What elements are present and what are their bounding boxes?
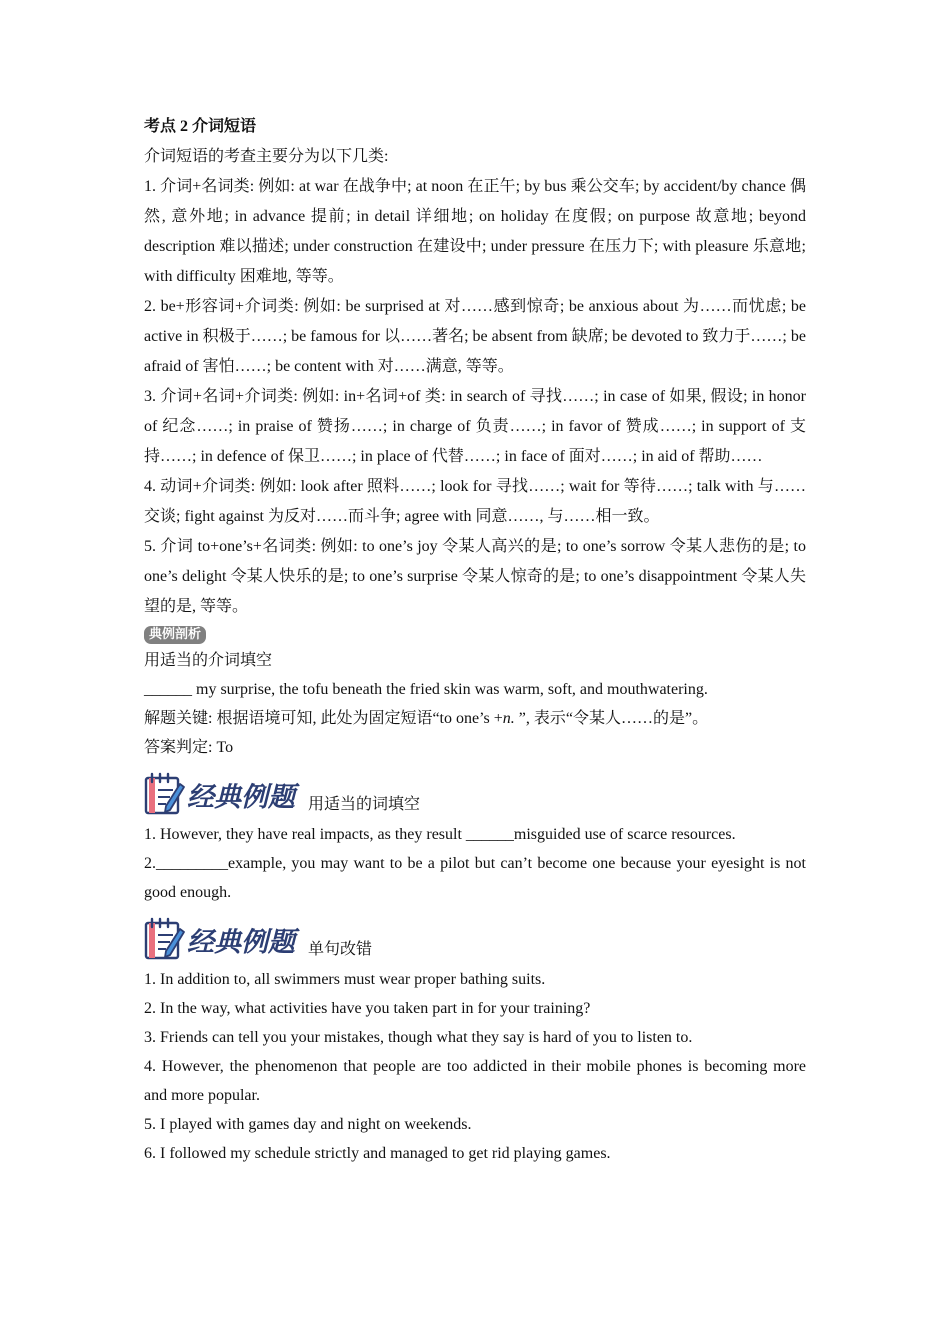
example-instruction: 用适当的介词填空 bbox=[144, 652, 273, 669]
category-item: 5. 介词 to+one’s+名词类: 例如: to one’s joy 令某人高兴的是; to one’s sorrow 令某人悲伤的是; to one’s delight 令某人快乐的是; to one’s surprise 令某人惊奇的是; to one’s disappointment 令某人失望的是, 等等。 bbox=[144, 538, 806, 615]
section-intro: 介词短语的考查主要分为以下几类: bbox=[144, 148, 389, 165]
exercise2-item: 5. I played with games day and night on weekends. bbox=[144, 1116, 472, 1133]
exercise2-item: 1. In addition to, all swimmers must wear proper bathing suits. bbox=[144, 971, 546, 988]
section-title: 考点 2 介词短语 bbox=[144, 118, 257, 135]
exercise2-item: 2. In the way, what activities have you taken part in for your training? bbox=[144, 1000, 591, 1017]
notepad-pencil-icon bbox=[146, 919, 184, 958]
content bbox=[144, 112, 806, 1168]
category-item: 3. 介词+名词+介词类: 例如: in+名词+of 类: in search of 寻找……; in case of 如果, 假设; in honor of 纪念……; in praise of 赞扬……; in charge of 负责……; in favor of 赞成……; in support of 支持……; in defence of 保卫……; in place of 代替……; in face of 面对……; in aid of 帮助…… bbox=[144, 388, 806, 465]
heading-image-text: 经典例题 bbox=[187, 782, 295, 813]
category-item: 2. be+形容词+介词类: 例如: be surprised at 对……感到惊奇; be anxious about 为……而忧虑; be active in 积极于……; be famous for 以……著名; be absent from 缺席; be devoted to 致力于……; be afraid of 害怕……; be content with 对……满意, 等等。 bbox=[144, 298, 806, 375]
classic-example-heading-image bbox=[144, 772, 306, 816]
exercise2-item: 6. I followed my schedule strictly and managed to get rid playing games. bbox=[144, 1145, 611, 1162]
exercise2-subtitle: 单句改错 bbox=[308, 941, 373, 958]
notepad-pencil-icon bbox=[146, 774, 184, 813]
example-badge-row bbox=[144, 622, 806, 646]
exercise2-item: 3. Friends can tell you your mistakes, though what they say is hard of you to listen to. bbox=[144, 1029, 693, 1046]
heading-image-text: 经典例题 bbox=[187, 927, 295, 958]
example-key-italic: n. bbox=[502, 710, 515, 727]
example-key-suffix: ”, 表示“令某人……的是”。 bbox=[514, 710, 709, 727]
exercise1-item: 1. However, they have real impacts, as they result ______misguided use of scarce resources. bbox=[144, 826, 736, 843]
exercise1-subtitle: 用适当的词填空 bbox=[308, 796, 421, 813]
classic-example-heading-image bbox=[144, 917, 306, 961]
example-answer: 答案判定: To bbox=[144, 739, 234, 756]
category-item: 4. 动词+介词类: 例如: look after 照料……; look for 寻找……; wait for 等待……; talk with 与……交谈; fight against 为反对……而斗争; agree with 同意……, 与……相一致。 bbox=[144, 478, 806, 525]
example-sentence: ______ my surprise, the tofu beneath the fried skin was warm, soft, and mouthwatering. bbox=[144, 681, 708, 698]
example-key-prefix: 解题关键: 根据语境可知, 此处为固定短语“to one’s + bbox=[144, 710, 503, 727]
exercise1-item: 2._________example, you may want to be a pilot but can’t become one because your eyesight is not good enough. bbox=[144, 855, 806, 901]
example-key bbox=[144, 704, 806, 733]
example-badge: 典例剖析 bbox=[144, 626, 206, 644]
exercise2-item: 4. However, the phenomenon that people are too addicted in their mobile phones is becoming more and more popular. bbox=[144, 1058, 806, 1104]
category-item: 1. 介词+名词类: 例如: at war 在战争中; at noon 在正午; by bus 乘公交车; by accident/by chance 偶然, 意外地; in advance 提前; in detail 详细地; on holiday 在度假; on purpose 故意地; beyond description 难以描述; under construction 在建设中; under pressure 在压力下; with pleasure 乐意地; with difficulty 困难地, 等等。 bbox=[144, 178, 806, 285]
exercise2-heading bbox=[144, 913, 806, 961]
exercise1-heading bbox=[144, 768, 806, 816]
